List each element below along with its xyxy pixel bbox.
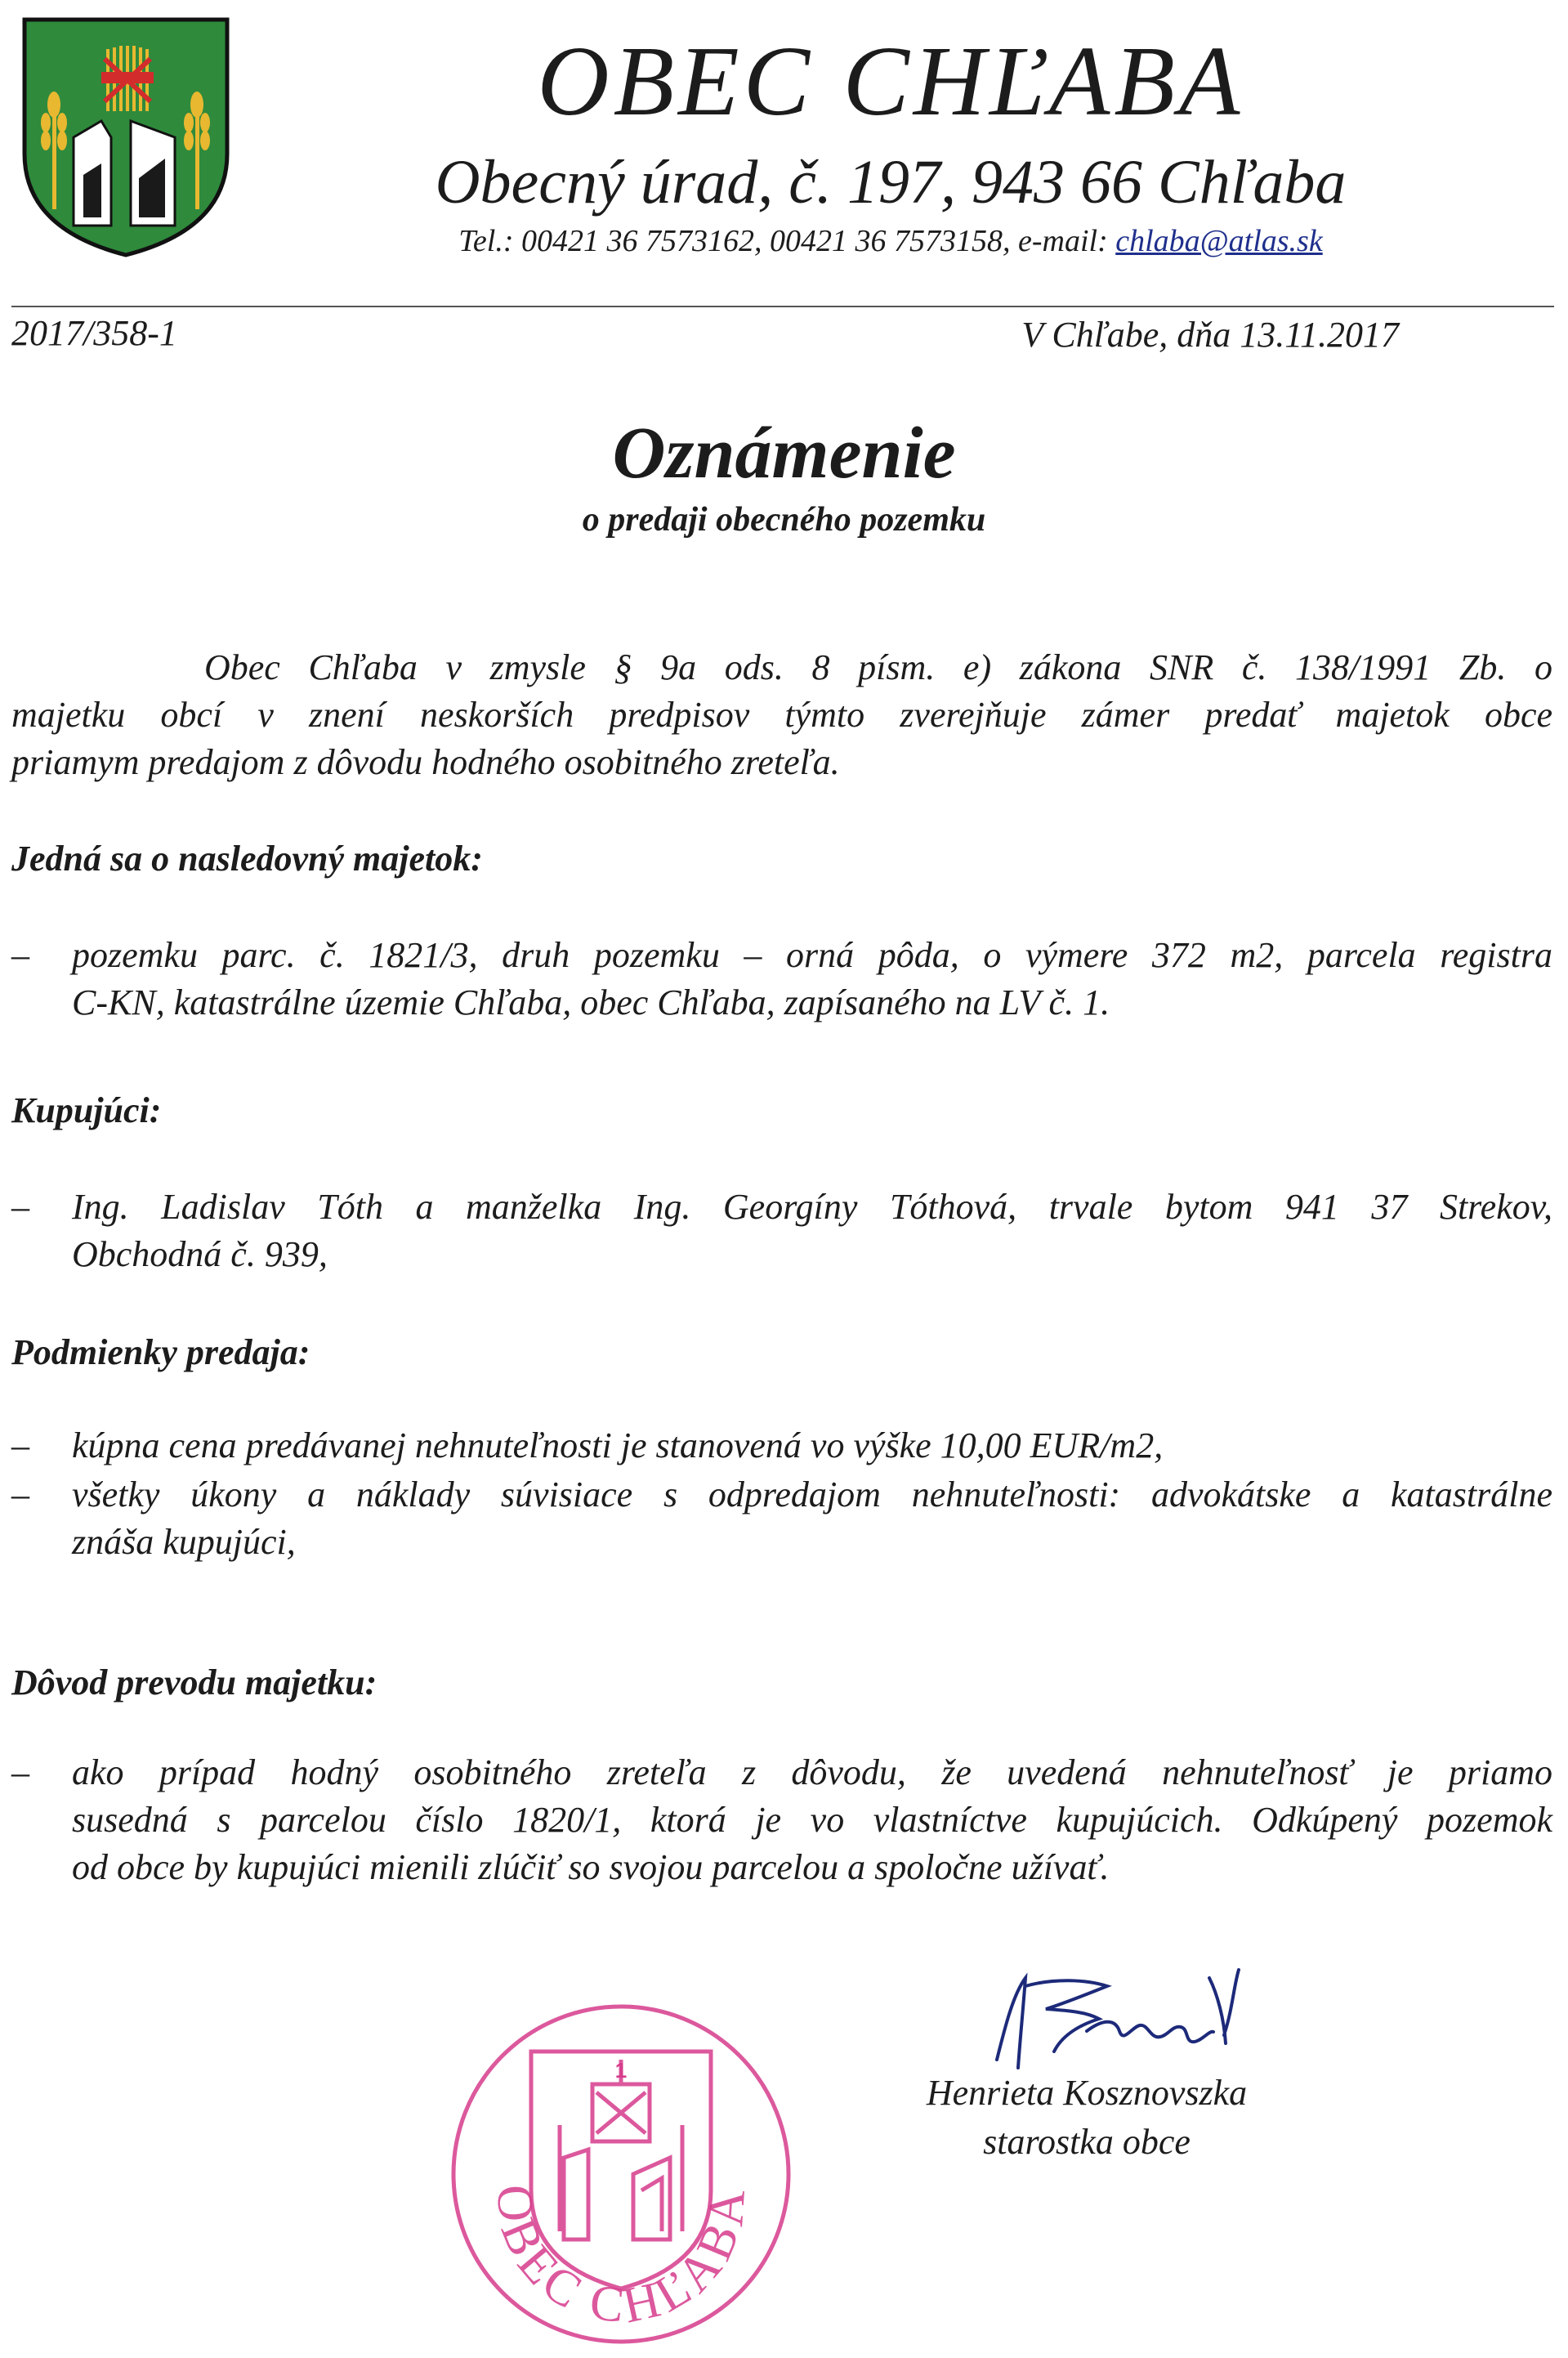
contact-line [310, 221, 1471, 262]
bullet-dash: – [11, 1752, 29, 1792]
intro-line: majetku obcí v znení neskorších predpisov týmto zverejňuje zámer predať majetok obce [11, 695, 1552, 735]
property-line: C-KN, katastrálne územie Chľaba, obec Chľaba, zapísaného na LV č. 1. [72, 982, 1110, 1022]
signer-name: Henrieta Kosznovszka [926, 2073, 1248, 2113]
place-and-date: V Chľabe, dňa 13.11.2017 [1021, 315, 1399, 355]
buyers-line: Obchodná č. 939, [72, 1234, 328, 1274]
document-subtitle: o predaji obecného pozemku [582, 501, 986, 539]
header-divider [11, 306, 1554, 307]
buyers-line: Ing. Ladislav Tóth a manželka Ing. Georgíny Tóthová, trvale bytom 941 37 Strekov, [72, 1187, 1552, 1227]
intro-line: priamym predajom z dôvodu hodného osobitného zreteľa. [11, 742, 840, 782]
condition-costs-line: znáša kupujúci, [72, 1522, 296, 1562]
bullet-dash: – [11, 1474, 29, 1515]
seal-number: 1 [614, 2058, 628, 2083]
bullet-dash: – [11, 1425, 29, 1465]
reason-line: susedná s parcelou číslo 1820/1, ktorá je vo vlastníctve kupujúcich. Odkúpený pozemok [72, 1800, 1552, 1840]
document-title: Oznámenie [612, 413, 956, 494]
section-heading-reason: Dôvod prevodu majetku: [11, 1662, 377, 1703]
intro-line: Obec Chľaba v zmysle § 9a ods. 8 písm. e) zákona SNR č. 138/1991 Zb. o [204, 647, 1552, 687]
section-heading-conditions: Podmienky predaja: [11, 1332, 310, 1372]
reason-line: ako prípad hodný osobitného zreteľa z dôvodu, že uvedená nehnuteľnosť je priamo [72, 1752, 1552, 1792]
bullet-dash: – [11, 935, 29, 975]
office-address: Obecný úrad, č. 197, 943 66 Chľaba [435, 148, 1347, 217]
contact-phones: Tel.: 00421 36 7573162, 00421 36 7573158, e-mail: [458, 224, 1116, 258]
property-line: pozemku parc. č. 1821/3, druh pozemku – orná pôda, o výmere 372 m2, parcela registra [72, 935, 1552, 975]
municipal-coat-of-arms [20, 15, 232, 260]
municipality-name: OBEC CHĽABA [537, 26, 1244, 136]
reference-number: 2017/358-1 [11, 313, 177, 353]
reason-line: od obce by kupujúci mienili zlúčiť so svojou parcelou a spoločne užívať. [72, 1847, 1110, 1887]
section-heading-property: Jedná sa o nasledovný majetok: [11, 839, 483, 879]
condition-costs-line: všetky úkony a náklady súvisiace s odpredajom nehnuteľnosti: advokátske a katastrálne [72, 1474, 1552, 1515]
condition-price: kúpna cena predávanej nehnuteľnosti je stanovená vo výške 10,00 EUR/m2, [72, 1425, 1164, 1465]
seal-text-path: OBEC CHĽABA [485, 2183, 757, 2334]
official-seal-stamp [441, 1994, 801, 2354]
section-heading-buyers: Kupujúci: [11, 1090, 162, 1130]
signer-title: starostka obce [983, 2122, 1191, 2162]
bullet-dash: – [11, 1187, 29, 1227]
email-link[interactable]: chlaba@atlas.sk [1115, 224, 1323, 258]
